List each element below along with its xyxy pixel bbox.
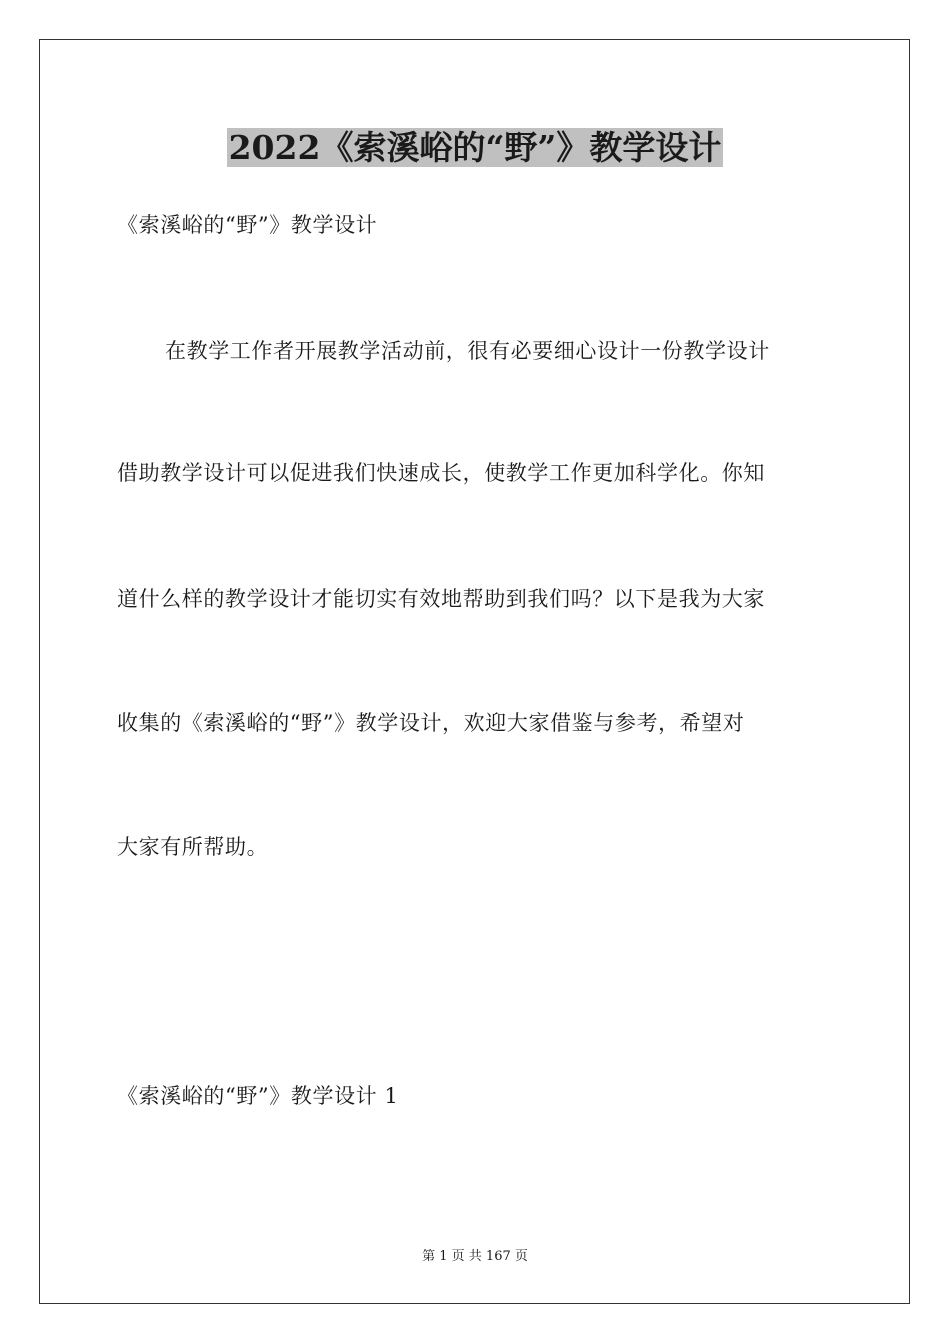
page-footer: 第 1 页 共 167 页 xyxy=(422,1249,528,1264)
document-subtitle: 《索溪峪的“野”》教学设计 xyxy=(117,213,378,237)
paragraph-line-2: 借助教学设计可以促进我们快速成长，使教学工作更加科学化。你知 xyxy=(117,461,765,485)
paragraph-line-5: 大家有所帮助。 xyxy=(117,835,269,859)
document-title xyxy=(0,126,950,170)
section-heading: 《索溪峪的“野”》教学设计 1 xyxy=(117,1084,399,1108)
paragraph-line-3: 道什么样的教学设计才能切实有效地帮助到我们吗？以下是我为大家 xyxy=(117,587,765,611)
paragraph-line-1: 在教学工作者开展教学活动前，很有必要细心设计一份教学设计 xyxy=(165,339,770,363)
document-title-text: 2022《索溪峪的“野”》教学设计 xyxy=(228,128,722,167)
paragraph-line-4: 收集的《索溪峪的“野”》教学设计，欢迎大家借鉴与参考，希望对 xyxy=(117,711,745,735)
